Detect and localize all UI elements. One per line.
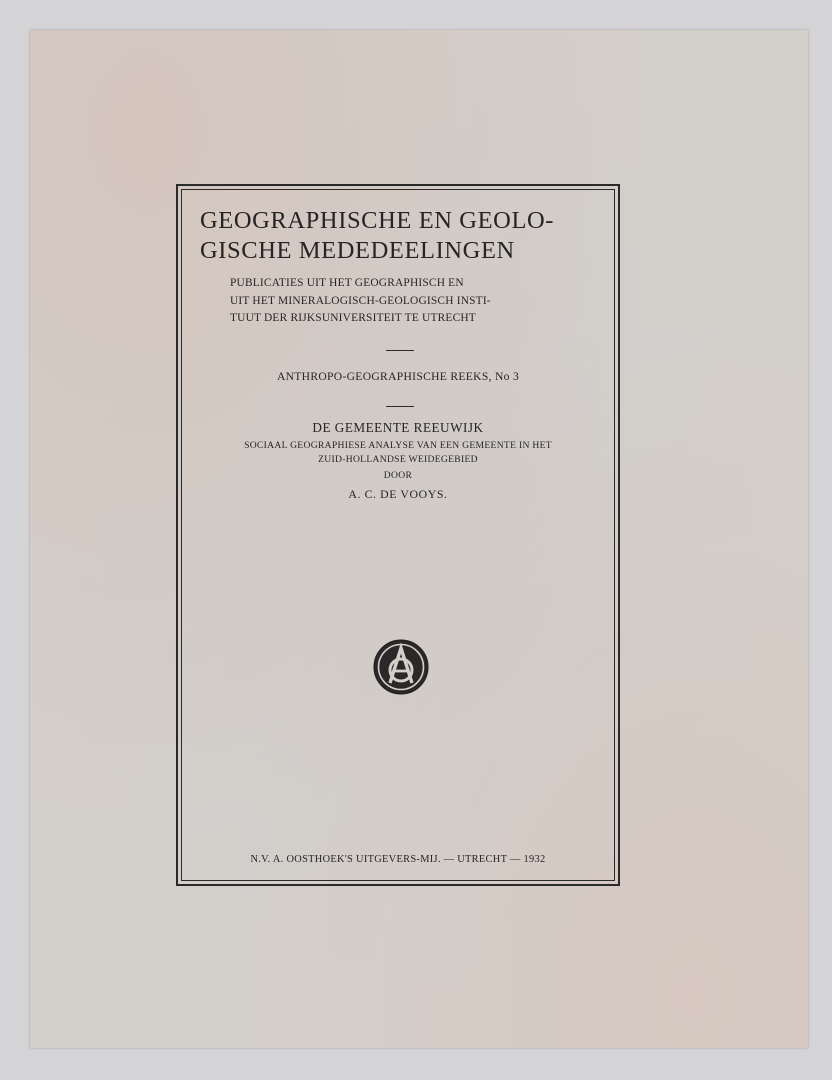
cover-inner-border <box>181 189 615 881</box>
work-subtitle <box>182 439 614 466</box>
publisher-line-1: PUBLICATIES UIT HET GEOGRAPHISCH EN <box>230 277 464 289</box>
divider-rule-top <box>386 350 414 351</box>
series-number: ANTHROPO-GEOGRAPHISCHE REEKS, No 3 <box>276 370 520 383</box>
publisher-line-3: TUUT DER RIJKSUNIVERSITEIT TE UTRECHT <box>230 312 476 324</box>
book-cover <box>30 30 808 1048</box>
divider-rule-bottom <box>386 406 414 407</box>
work-title: DE GEMEENTE REEUWIJK <box>312 420 484 435</box>
series-title-line-1: GEOGRAPHISCHE EN GEOLO- <box>200 207 555 234</box>
subtitle-line-1: SOCIAAL GEOGRAPHIESE ANALYSE VAN EEN GEMEENTE IN HET <box>244 440 552 451</box>
publisher-line-2: UIT HET MINERALOGISCH-GEOLOGISCH INSTI- <box>230 294 491 307</box>
series-title <box>200 206 600 266</box>
by-label: DOOR <box>383 470 413 481</box>
oosthoek-monogram-icon <box>373 639 429 695</box>
series-title-line-2: GISCHE MEDEDEELINGEN <box>200 237 515 264</box>
cover-content <box>182 190 614 880</box>
publisher-imprint: N.V. A. OOSTHOEK'S UITGEVERS-MIJ. — UTRECHT — 1932 <box>250 854 546 865</box>
publisher-description <box>230 275 580 328</box>
cover-border-frame <box>176 184 620 886</box>
author-name: A. C. DE VOOYS. <box>348 487 448 501</box>
subtitle-line-2: ZUID-HOLLANDSE WEIDEGEBIED <box>318 453 478 465</box>
